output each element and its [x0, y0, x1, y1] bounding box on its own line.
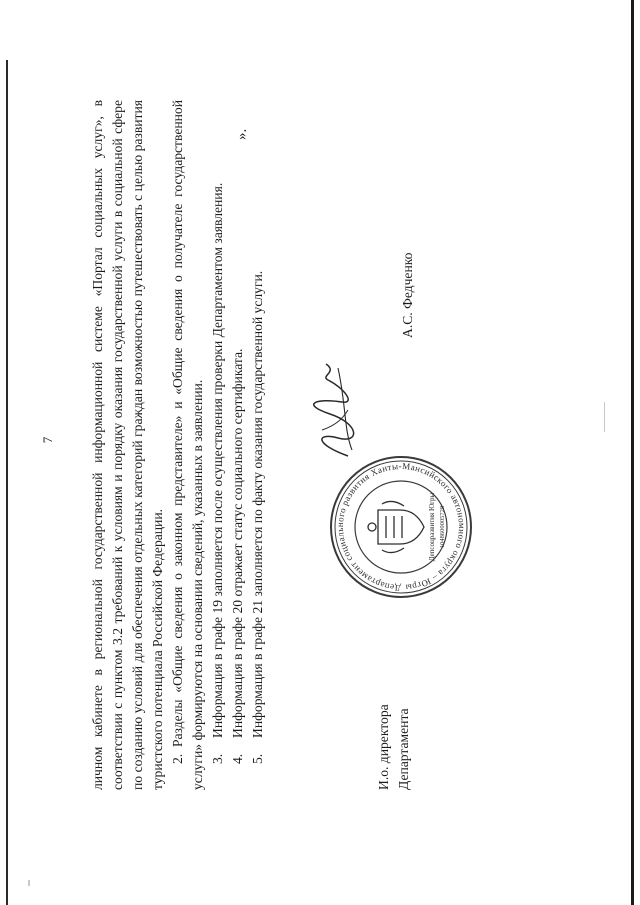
paragraph-2-number: 2.	[170, 753, 185, 764]
signatory-name: А.С. Федченко	[400, 252, 415, 338]
list-item-number: 5.	[250, 753, 265, 764]
scan-left-edge	[6, 60, 8, 905]
list-item	[228, 100, 248, 790]
closing-quote: ».	[234, 128, 250, 140]
seal-ring-text: Департамент социального развития Ханты-Мансийского автономного округа – Югры	[334, 460, 468, 594]
scan-speck	[28, 880, 30, 886]
coat-of-arms-icon	[368, 501, 424, 552]
paragraph-1: личном кабинете в региональной государственной информационной системе «Портал социальных услуг», в соответствии с пунктом 3.2 требований к условиям и порядку оказания государственной услуги в социальной сфере по созданию условий для обеспечения отдельных категорий граждан возможностью путешествовать с целью развития туристского потенциала Российской Федерации.	[90, 100, 165, 790]
paragraph-2	[168, 100, 208, 790]
handwritten-signature	[308, 360, 366, 460]
position-line-2: Департамента	[396, 708, 411, 790]
list-item-number: 4.	[230, 753, 245, 764]
seal-code: 1048600005728	[439, 505, 446, 549]
page-number: 7	[40, 436, 55, 444]
rotated-page	[40, 40, 620, 840]
seal-inner-text: Депсоцразвития Югры	[428, 492, 436, 562]
signatory-position	[374, 704, 414, 790]
list-item	[208, 100, 228, 790]
list-item	[248, 100, 268, 790]
list-item-text: Информация в графе 19 заполняется после осуществления проверки Департаментом заявления.	[210, 182, 225, 738]
scan-right-edge	[631, 0, 634, 905]
official-seal	[326, 452, 476, 602]
list-item-text: Информация в графе 21 заполняется по факту оказания государственной услуги.	[250, 270, 265, 738]
document-body	[88, 100, 268, 790]
position-line-1: И.о. директора	[376, 704, 391, 790]
seal-graphic	[326, 452, 476, 602]
paragraph-2-text: Разделы «Общие сведения о законном представителе» и «Общие сведения о получателе государственной услуги» формируются на основании сведений, указанных в заявлении.	[170, 100, 205, 790]
list-item-text: Информация в графе 20 отражает статус социального сертификата.	[230, 348, 245, 738]
list-item-number: 3.	[210, 753, 225, 764]
